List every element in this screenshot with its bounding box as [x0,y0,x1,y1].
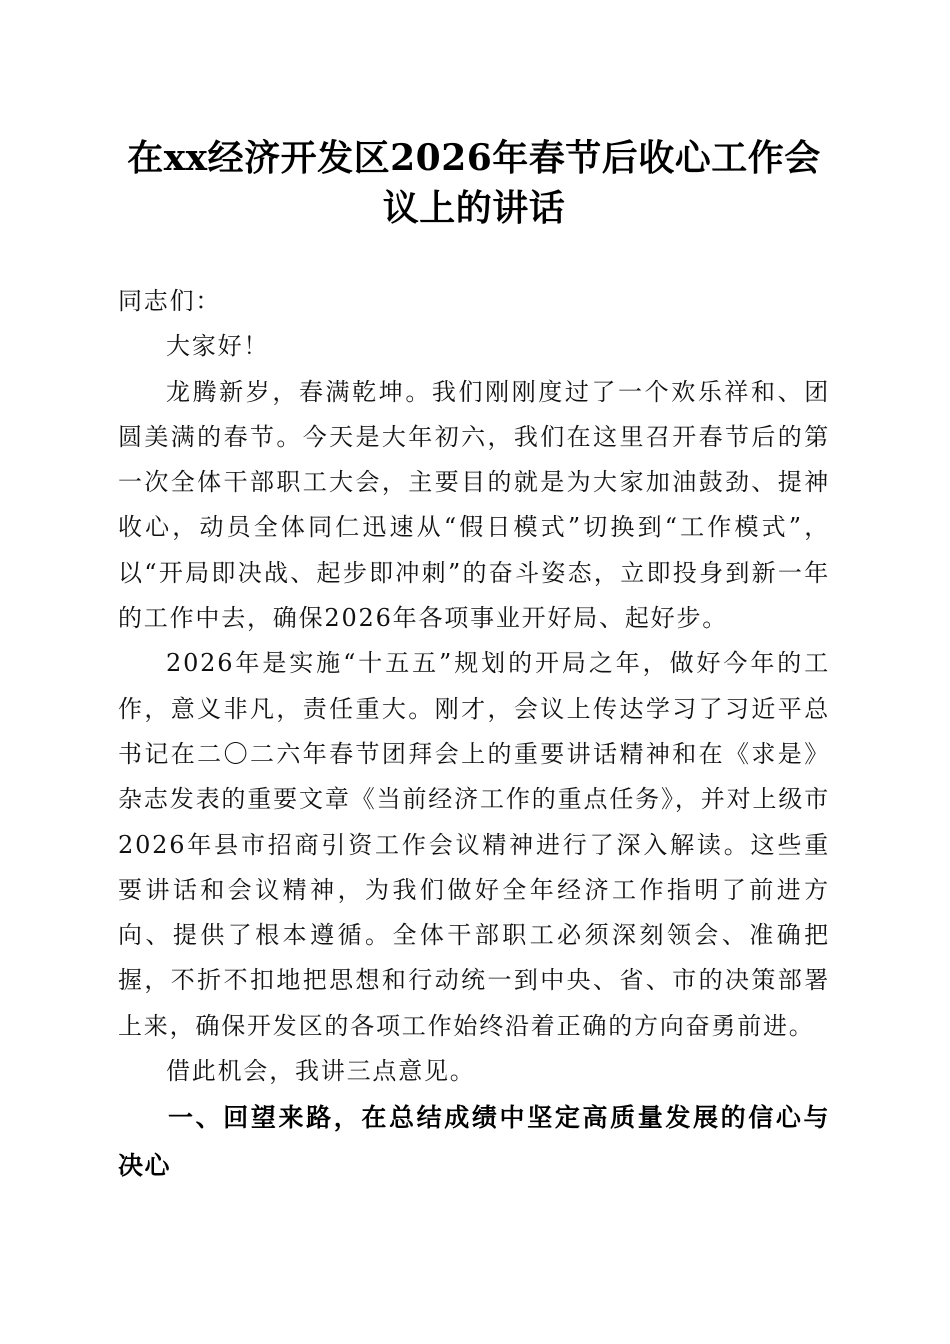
paragraph-transition: 借此机会，我讲三点意见。 [166,1057,476,1086]
document-page [118,0,830,1190]
document-body [118,279,830,1190]
section-heading-1: 一、回望来路，在总结成绩中坚定高质量发展的信心与决心 [118,1103,830,1181]
paragraph-opening: 龙腾新岁，春满乾坤。我们刚刚度过了一个欢乐祥和、团圆美满的春节。今天是大年初六，我们在这里召开春节后的第一次全体干部职工大会，主要目的就是为大家加油鼓劲、提神收心，动员全体同仁迅速从“假日模式”切换到“工作模式”，以“开局即决战、起步即冲刺”的奋斗姿态，立即投身到新一年的工作中去，确保2026年各项事业开好局、起好步。 [118,377,830,633]
document-title: 在xx经济开发区2026年春节后收心工作会议上的讲话 [127,137,821,229]
salutation: 同志们： [118,287,222,315]
greeting: 大家好！ [166,332,270,361]
paragraph-context: 2026年是实施“十五五”规划的开局之年，做好今年的工作，意义非凡，责任重大。刚才，会议上传达学习了习近平总书记在二〇二六年春节团拜会上的重要讲话精神和在《求是》杂志发表的重要文章《当前经济工作的重点任务》，并对上级市2026年县市招商引资工作会议精神进行了深入解读。这些重要讲话和会议精神，为我们做好全年经济工作指明了前进方向、提供了根本遵循。全体干部职工必须深刻领会、准确把握，不折不扣地把思想和行动统一到中央、省、市的决策部署上来，确保开发区的各项工作始终沿着正确的方向奋勇前进。 [118,649,830,1040]
